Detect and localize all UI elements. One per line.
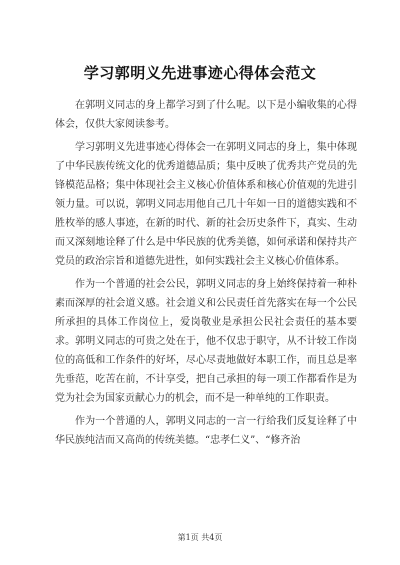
page-number-footer: 第1页 共4页 [177,533,223,542]
paragraph-2: 作为一个普通的社会公民，郭明义同志的身上始终保持着一种朴素而深厚的社会道义感。社会道义和公民责任首先落实在每一个公民所承担的具体工作岗位上，爱岗敬业是承担公民社会责任的基本要求。郭明义同志的可贵之处在于，他不仅忠于职守，从不计较工作岗位的高低和工作条件的好坏，尽心尽责地做好本职工作，而且总是率先垂范，吃苦在前，不计享受，把自己承担的每一项工作都看作是为党为社会为国家贡献心力的机会，而不是一种单纯的工作职责。 [55,279,357,404]
document-body [55,96,357,454]
paragraph-3: 作为一个普通的人，郭明义同志的一言一行给我们反复诠释了中华民族纯洁而又高尚的传统美德。“忠孝仁义”、“修齐治 [55,416,357,446]
paragraph-intro: 在郭明义同志的身上都学习到了什么呢。以下是小编收集的心得体会，仅供大家阅读参考。 [55,100,357,130]
paragraph-1: 学习郭明义先进事迹心得体会一在郭明义同志的身上，集中体现了中华民族传统文化的优秀道德品质；集中反映了优秀共产党员的先锋模范品格；集中体现社会主义核心价值体系和核心价值观的先进引领力量。可以说，郭明义同志用他自己几十年如一日的道德实践和不胜枚举的感人事迹，在新的时代、新的社会历史条件下，真实、生动而又深刻地诠释了什么是中华民族的优秀美德，如何承诺和保持共产党员的政治宗旨和道德先进性，如何实践社会主义核心价值体系。 [55,142,357,267]
document-title: 学习郭明义先进事迹心得体会范文 [83,64,317,82]
